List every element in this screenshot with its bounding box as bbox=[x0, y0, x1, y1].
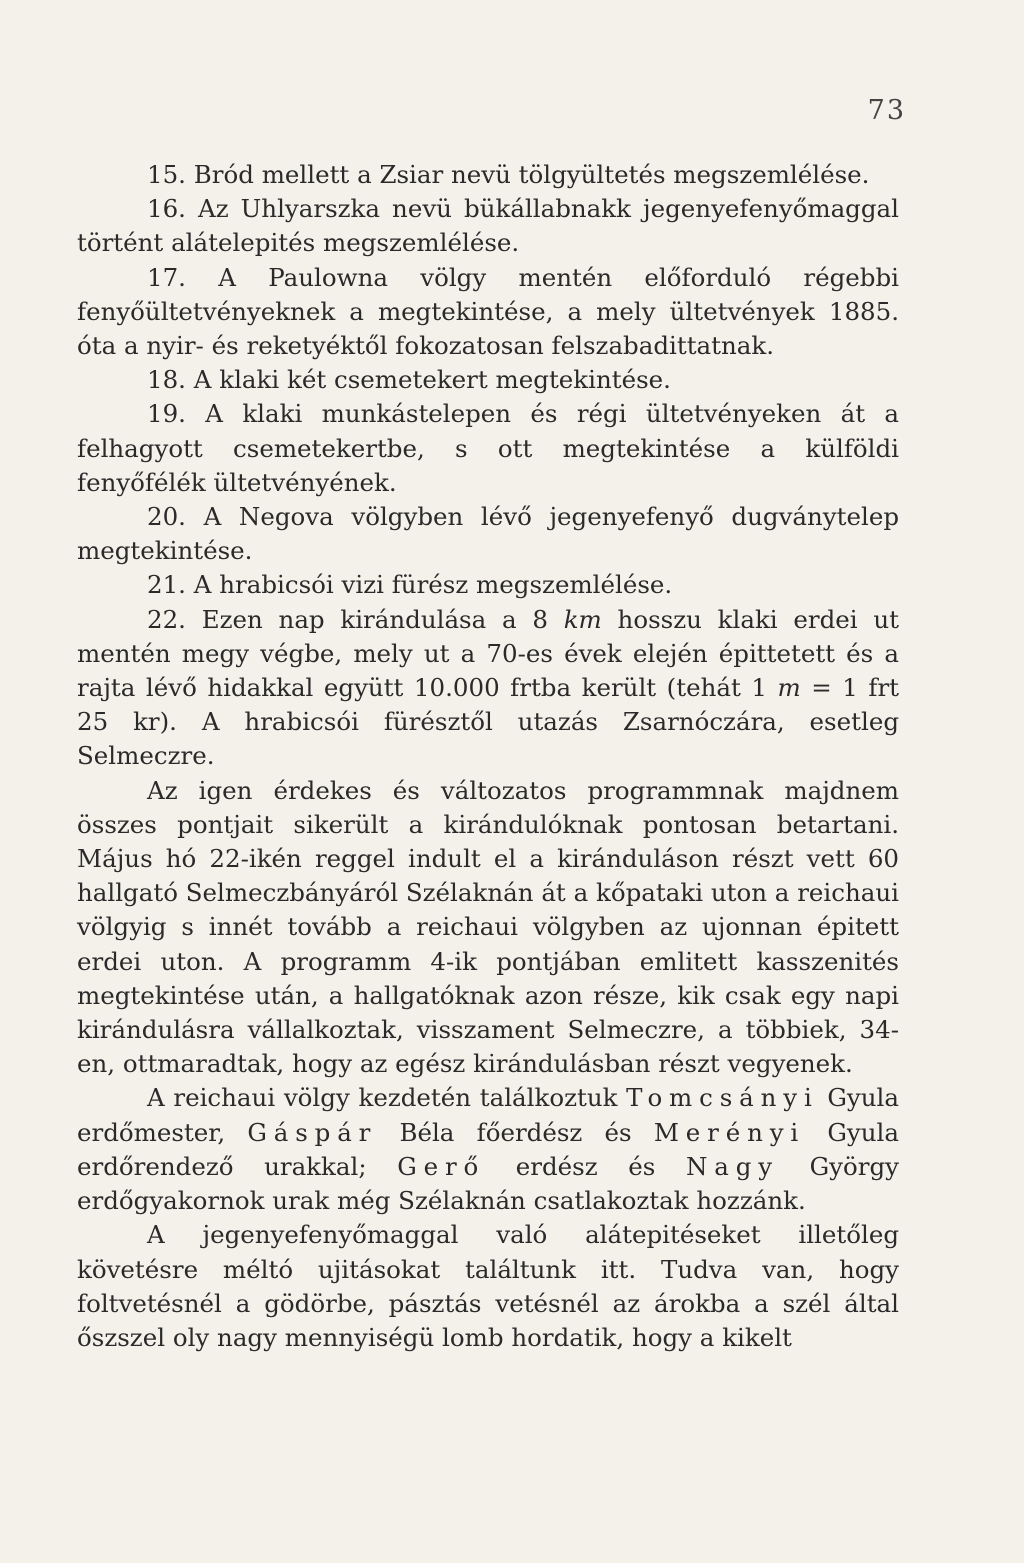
paragraph-underplanting: A jegenyefenyőmaggal való alátepitéseket illetőleg követésre méltó ujitásokat találtunk itt. Tudva van, hogy foltvetésnél a gödörbe, pásztás vetésnél az árokba a szél által őszszel oly nagy mennyiségü lomb hordatik, hogy a kikelt bbox=[77, 1220, 899, 1352]
list-item-16: 16. Az Uhlyarszka nevü bükállabnakk jegenyefenyőmaggal történt alátelepités megszemlélése. bbox=[77, 194, 899, 258]
body-text bbox=[77, 158, 899, 1355]
item22-text-a: 22. Ezen nap kirándulása a 8 bbox=[147, 604, 564, 634]
paragraph-programme: Az igen érdekes és változatos programmnak majdnem összes pontjait sikerült a kirándulóknak pontosan betartani. Május hó 22-ikén reggel indult el a kiránduláson részt vett 60 hallgató Selmeczbányáról Szélaknán át a kőpataki uton a reichaui völgyig s innét tovább a reichaui völgyben az ujonnan épitett erdei uton. A programm 4-ik pontjában emlitett kasszenités megtekintése után, a hallgatóknak azon része, kik csak egy napi kirándulásra vállalkoztak, visszament Selmeczre, a többiek, 34-en, ottmaradtak, hogy az egész kirándulásban részt vegyenek. bbox=[77, 775, 899, 1079]
name-gaspar: Gáspár bbox=[247, 1117, 378, 1147]
para2-text-b: Gyula erdőmester, bbox=[77, 1083, 899, 1147]
name-tomcsanyi: Tomcsányi bbox=[626, 1083, 819, 1113]
name-merenyi: Merényi bbox=[653, 1117, 806, 1147]
list-item-22 bbox=[77, 603, 899, 774]
list-item-17: 17. A Paulowna völgy mentén előforduló régebbi fenyőültetvényeknek a megtekintése, a mely ültetvények 1885. óta a nyir- és reketyéktől fokozatosan felszabadittatnak. bbox=[77, 262, 899, 361]
name-nagy: Nagy bbox=[685, 1151, 779, 1181]
item22-text-c: = 1 frt 25 kr). A hrabicsói fürésztől utazás Zsarnóczára, esetleg Selmeczre. bbox=[77, 673, 900, 771]
para2-text-c: Béla főerdész és bbox=[377, 1117, 654, 1147]
para2-text-e: erdész és bbox=[485, 1151, 686, 1181]
list-item-19: 19. A klaki munkástelepen és régi ültetvényeken át a felhagyott csemetekertbe, s ott megtekintése a külföldi fenyőfélék ültetvényének. bbox=[77, 399, 899, 497]
list-item-20: 20. A Negova völgyben lévő jegenyefenyő dugványtelep megtekintése. bbox=[77, 502, 899, 566]
unit-km: km bbox=[563, 604, 602, 634]
list-item-15: 15. Bród mellett a Zsiar nevü tölgyültetés megszemlélése. bbox=[147, 160, 870, 189]
page-number: 73 bbox=[867, 95, 906, 126]
paragraph-meeting bbox=[77, 1081, 899, 1218]
para2-text-d: Gyula erdőrendező urakkal; bbox=[77, 1117, 899, 1181]
list-item-21: 21. A hrabicsói vizi fürész megszemlélése. bbox=[147, 570, 673, 600]
unit-m: m bbox=[777, 673, 801, 703]
item22-text-b: hosszu klaki erdei ut mentén megy végbe, mely ut a 70-es évek elején épittetett és a rajta lévő hidakkal együtt 10.000 frtba került (tehát 1 bbox=[77, 604, 899, 703]
para2-text-a: A reichaui völgy kezdetén találkoztuk bbox=[147, 1083, 627, 1113]
para2-text-f: György erdőgyakornok urak még Szélaknán csatlakoztak hozzánk. bbox=[77, 1151, 899, 1216]
name-gero: Gerő bbox=[397, 1151, 486, 1181]
list-item-18: 18. A klaki két csemetekert megtekintése. bbox=[147, 365, 671, 395]
